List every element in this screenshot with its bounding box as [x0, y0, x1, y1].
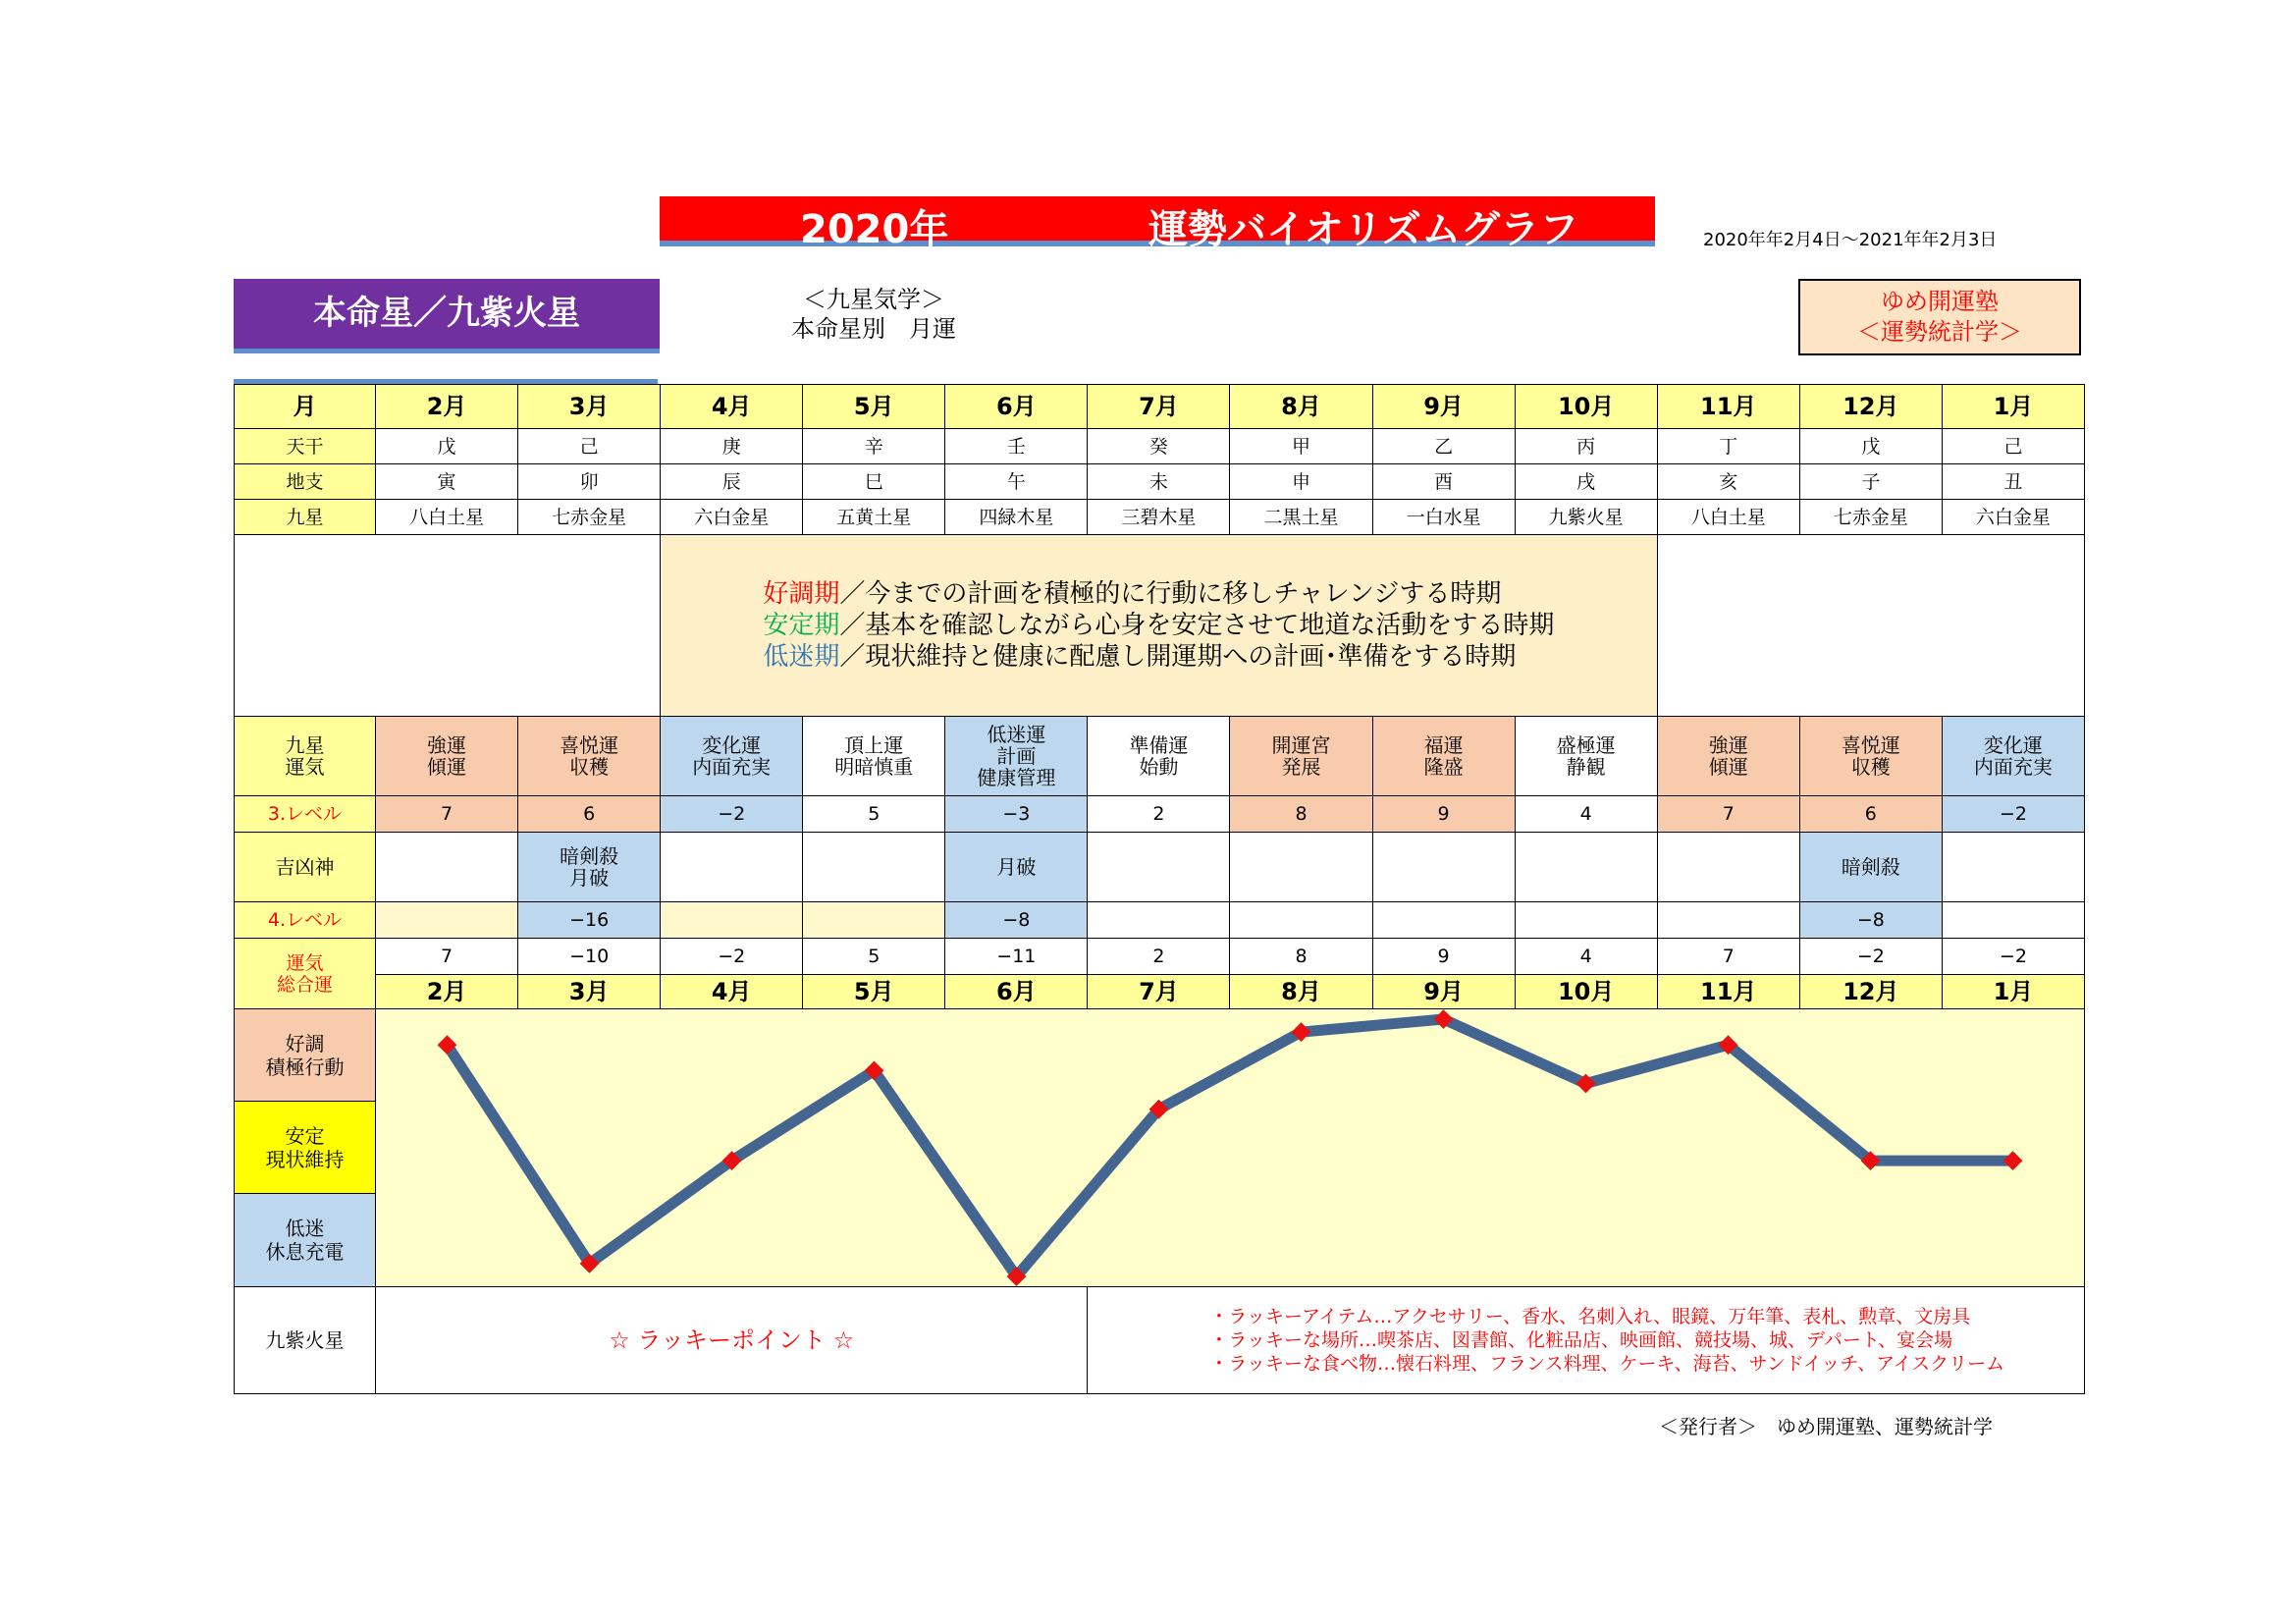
zone-line: 好調 [285, 1031, 325, 1056]
unki-line: 収穫 [569, 755, 610, 779]
tenkan-cell: 甲 [1230, 429, 1372, 464]
sogo-cell: 9 [1372, 939, 1515, 975]
legend-term: 好調期 [763, 579, 840, 609]
header-kyusei-label: 九星 [235, 500, 376, 535]
level3-cell: 7 [376, 796, 518, 833]
unki-cell [1230, 717, 1372, 796]
level4-cell [1515, 902, 1657, 939]
sogo-label-line1: 運気 [286, 951, 324, 974]
chishi-cell: 巳 [803, 464, 945, 500]
kyusei-cell: 六白金星 [1942, 500, 2084, 535]
legend-term: 低迷期 [763, 642, 840, 672]
fortune-table [234, 384, 2085, 1394]
title-banner [660, 196, 1655, 252]
date-range: 2020年年2月4日～2021年年2月3日 [1703, 230, 1998, 250]
kyusei-cell: 三碧木星 [1088, 500, 1230, 535]
lucky-item: ・ラッキーアイテム…アクセサリー、香水、名刺入れ、眼鏡、万年筆、表札、勲章、文房具 [1209, 1306, 1971, 1327]
level3-cell: 2 [1088, 796, 1230, 833]
chishi-cell: 戌 [1515, 464, 1657, 500]
month-footer: 11月 [1657, 975, 1799, 1009]
tenkan-cell: 戊 [376, 429, 518, 464]
unki-cell [661, 717, 803, 796]
month-header: 8月 [1230, 385, 1372, 429]
level4-cell [1942, 902, 2084, 939]
month-footer: 8月 [1230, 975, 1372, 1009]
sogo-cell: 5 [803, 939, 945, 975]
kyusei-cell: 一白水星 [1372, 500, 1515, 535]
lucky-item: ・ラッキーな場所…喫茶店、図書館、化粧品店、映画館、競技場、城、デパート、宴会場 [1209, 1329, 1953, 1351]
zone-label [235, 1102, 375, 1194]
unki-label [235, 717, 376, 796]
sogo-label-line2: 総合運 [276, 973, 333, 996]
month-footer: 4月 [661, 975, 803, 1009]
month-header: 11月 [1657, 385, 1799, 429]
unki-line: 準備運 [1129, 733, 1189, 757]
unki-line: 発展 [1281, 755, 1321, 779]
level4-cell [661, 902, 803, 939]
kikyo-cell [1088, 833, 1230, 902]
sogo-cell: −2 [1799, 939, 1942, 975]
level4-cell [1088, 902, 1230, 939]
chishi-cell: 未 [1088, 464, 1230, 500]
sogo-cell: −2 [661, 939, 803, 975]
chishi-cell: 子 [1799, 464, 1942, 500]
unki-label-line1: 九星 [285, 733, 325, 757]
kikyo-line: 暗剣殺 [1841, 855, 1900, 879]
month-footer: 6月 [945, 975, 1088, 1009]
lucky-item: ・ラッキーな食べ物…懐石料理、フランス料理、ケーキ、海苔、サンドイッチ、アイスクリーム [1209, 1353, 2005, 1375]
unki-line: 健康管理 [977, 766, 1056, 789]
month-header: 5月 [803, 385, 945, 429]
unki-label-line2: 運気 [285, 755, 325, 779]
subtitle [756, 285, 991, 344]
lucky-star: 九紫火星 [235, 1287, 376, 1394]
legend-text: ／基本を確認しながら心身を安定させて地道な活動をする時期 [839, 611, 1555, 640]
unki-line: 収穫 [1850, 755, 1891, 779]
month-footer: 9月 [1372, 975, 1515, 1009]
kyusei-cell: 七赤金星 [1799, 500, 1942, 535]
lucky-list [1088, 1287, 2085, 1394]
unki-line: 傾運 [427, 755, 467, 779]
unki-line: 低迷運 [987, 723, 1046, 746]
kikyo-label: 吉凶神 [235, 833, 376, 902]
level4-cell: −8 [1799, 902, 1942, 939]
zone-line: 現状維持 [265, 1147, 345, 1171]
month-footer: 1月 [1942, 975, 2084, 1009]
header-tenkan-label: 天干 [235, 429, 376, 464]
tenkan-cell: 己 [1942, 429, 2084, 464]
kikyo-line: 暗剣殺 [560, 844, 619, 868]
sogo-cell: −10 [518, 939, 661, 975]
unki-line: 喜悦運 [1841, 733, 1900, 757]
legend-blank-left [235, 535, 661, 717]
honmei-label: 本命星／九紫火星 [234, 279, 660, 353]
legend-box [661, 535, 1658, 717]
publisher: ＜発行者＞ ゆめ開運塾、運勢統計学 [1659, 1415, 1993, 1438]
tenkan-cell: 丙 [1515, 429, 1657, 464]
month-header: 2月 [376, 385, 518, 429]
chishi-cell: 辰 [661, 464, 803, 500]
month-header: 10月 [1515, 385, 1657, 429]
level4-cell: −8 [945, 902, 1088, 939]
kikyo-cell [1515, 833, 1657, 902]
unki-cell [1372, 717, 1515, 796]
zone-line: 休息充電 [265, 1240, 345, 1264]
tenkan-cell: 辛 [803, 429, 945, 464]
unki-line: 明暗慎重 [834, 755, 914, 779]
month-footer: 7月 [1088, 975, 1230, 1009]
title-main: 運勢バイオリズムグラフ [1148, 207, 1578, 252]
biorhythm-chart [376, 1009, 2084, 1286]
unki-line: 静観 [1566, 755, 1606, 779]
tenkan-cell: 庚 [661, 429, 803, 464]
level3-cell: −2 [1942, 796, 2084, 833]
lucky-point: ☆ ラッキーポイント ☆ [376, 1287, 1088, 1394]
unki-line: 隆盛 [1423, 755, 1464, 779]
month-header: 3月 [518, 385, 661, 429]
legend-blank-right [1657, 535, 2084, 717]
level4-cell [1657, 902, 1799, 939]
chishi-cell: 寅 [376, 464, 518, 500]
unki-line: 強運 [427, 733, 467, 757]
chishi-cell: 酉 [1372, 464, 1515, 500]
kyusei-cell: 二黒土星 [1230, 500, 1372, 535]
kikyo-cell [661, 833, 803, 902]
sogo-cell: 7 [376, 939, 518, 975]
legend-line [763, 578, 1554, 610]
unki-cell [1657, 717, 1799, 796]
unki-line: 福運 [1423, 733, 1464, 757]
kikyo-cell [1799, 833, 1942, 902]
level3-cell: −2 [661, 796, 803, 833]
chishi-cell: 午 [945, 464, 1088, 500]
legend-text: ／現状維持と健康に配慮し開運期への計画･準備をする時期 [839, 642, 1517, 672]
unki-line: 変化運 [702, 733, 762, 757]
month-footer: 10月 [1515, 975, 1657, 1009]
title-year: 2020年 [800, 207, 949, 252]
kyusei-cell: 七赤金星 [518, 500, 661, 535]
tenkan-cell: 己 [518, 429, 661, 464]
sogo-label [235, 939, 376, 1009]
unki-cell [1515, 717, 1657, 796]
month-header: 4月 [661, 385, 803, 429]
zone-text [266, 1217, 345, 1264]
level3-cell: 8 [1230, 796, 1372, 833]
subtitle-line2: 本命星別 月運 [791, 315, 956, 343]
level4-cell [803, 902, 945, 939]
legend-term: 安定期 [763, 611, 840, 640]
org-line2: ＜運勢統計学＞ [1857, 318, 2022, 346]
zone-label [235, 1009, 375, 1102]
zone-line: 安定 [285, 1123, 325, 1148]
month-footer: 3月 [518, 975, 661, 1009]
level4-label: 4.レベル [235, 902, 376, 939]
legend-line [763, 641, 1554, 673]
kyusei-cell: 八白土星 [1657, 500, 1799, 535]
tenkan-cell: 戊 [1799, 429, 1942, 464]
zone-label [235, 1194, 375, 1286]
level3-cell: 6 [518, 796, 661, 833]
header-month-label: 月 [235, 385, 376, 429]
chishi-cell: 申 [1230, 464, 1372, 500]
tenkan-cell: 癸 [1088, 429, 1230, 464]
kyusei-cell: 八白土星 [376, 500, 518, 535]
unki-line: 強運 [1708, 733, 1748, 757]
sogo-cell: 7 [1657, 939, 1799, 975]
zone-text [266, 1032, 345, 1079]
sogo-cell: 4 [1515, 939, 1657, 975]
level4-cell [1230, 902, 1372, 939]
unki-line: 計画 [996, 744, 1037, 768]
kikyo-cell [803, 833, 945, 902]
level3-cell: 9 [1372, 796, 1515, 833]
unki-cell [803, 717, 945, 796]
tenkan-cell: 丁 [1657, 429, 1799, 464]
zone-line: 低迷 [285, 1217, 325, 1240]
level3-label: 3.レベル [235, 796, 376, 833]
unki-line: 喜悦運 [560, 733, 619, 757]
subtitle-line1: ＜九星気学＞ [803, 286, 944, 313]
zone-labels [235, 1009, 376, 1287]
kyusei-cell: 四緑木星 [945, 500, 1088, 535]
unki-line: 傾運 [1708, 755, 1748, 779]
month-footer: 2月 [376, 975, 518, 1009]
unki-cell [945, 717, 1088, 796]
kikyo-line: 月破 [569, 866, 610, 890]
level4-cell [1372, 902, 1515, 939]
unki-line: 頂上運 [844, 733, 904, 757]
zone-text [266, 1124, 345, 1171]
kyusei-cell: 五黄土星 [803, 500, 945, 535]
unki-line: 開運宮 [1271, 733, 1331, 757]
sogo-cell: 2 [1088, 939, 1230, 975]
unki-line: 変化運 [1983, 733, 2043, 757]
unki-line: 始動 [1139, 755, 1179, 779]
zone-line: 積極行動 [265, 1055, 345, 1079]
level4-cell: −16 [518, 902, 661, 939]
unki-line: 盛極運 [1556, 733, 1616, 757]
level4-cell [376, 902, 518, 939]
kyusei-cell: 六白金星 [661, 500, 803, 535]
month-footer: 12月 [1799, 975, 1942, 1009]
kikyo-cell [945, 833, 1088, 902]
unki-cell [518, 717, 661, 796]
month-header: 7月 [1088, 385, 1230, 429]
kikyo-cell [518, 833, 661, 902]
unki-cell [1088, 717, 1230, 796]
data-point-1月 [2003, 1151, 2023, 1170]
level3-cell: 6 [1799, 796, 1942, 833]
unki-line: 内面充実 [692, 755, 772, 779]
unki-cell [376, 717, 518, 796]
month-footer: 5月 [803, 975, 945, 1009]
level3-cell: 5 [803, 796, 945, 833]
level3-cell: 4 [1515, 796, 1657, 833]
biorhythm-chart-cell [376, 1009, 2085, 1287]
kikyo-cell [376, 833, 518, 902]
month-header: 6月 [945, 385, 1088, 429]
month-header: 1月 [1942, 385, 2084, 429]
chishi-cell: 丑 [1942, 464, 2084, 500]
month-header: 9月 [1372, 385, 1515, 429]
chishi-cell: 亥 [1657, 464, 1799, 500]
unki-line: 内面充実 [1973, 755, 2053, 779]
kikyo-line: 月破 [996, 855, 1037, 879]
unki-cell [1799, 717, 1942, 796]
kyusei-cell: 九紫火星 [1515, 500, 1657, 535]
kikyo-cell [1657, 833, 1799, 902]
sogo-cell: 8 [1230, 939, 1372, 975]
kikyo-cell [1372, 833, 1515, 902]
kikyo-cell [1230, 833, 1372, 902]
legend-text: ／今までの計画を積極的に行動に移しチャレンジする時期 [839, 579, 1502, 609]
level3-cell: 7 [1657, 796, 1799, 833]
sogo-cell: −2 [1942, 939, 2084, 975]
unki-cell [1942, 717, 2084, 796]
sogo-cell: −11 [945, 939, 1088, 975]
tenkan-cell: 乙 [1372, 429, 1515, 464]
kikyo-cell [1942, 833, 2084, 902]
fortune-line [448, 1019, 2013, 1276]
legend-line [763, 610, 1554, 641]
header-chishi-label: 地支 [235, 464, 376, 500]
tenkan-cell: 壬 [945, 429, 1088, 464]
month-header: 12月 [1799, 385, 1942, 429]
org-line1: ゆめ開運塾 [1881, 288, 1999, 315]
level3-cell: −3 [945, 796, 1088, 833]
org-box [1798, 279, 2081, 355]
chishi-cell: 卯 [518, 464, 661, 500]
